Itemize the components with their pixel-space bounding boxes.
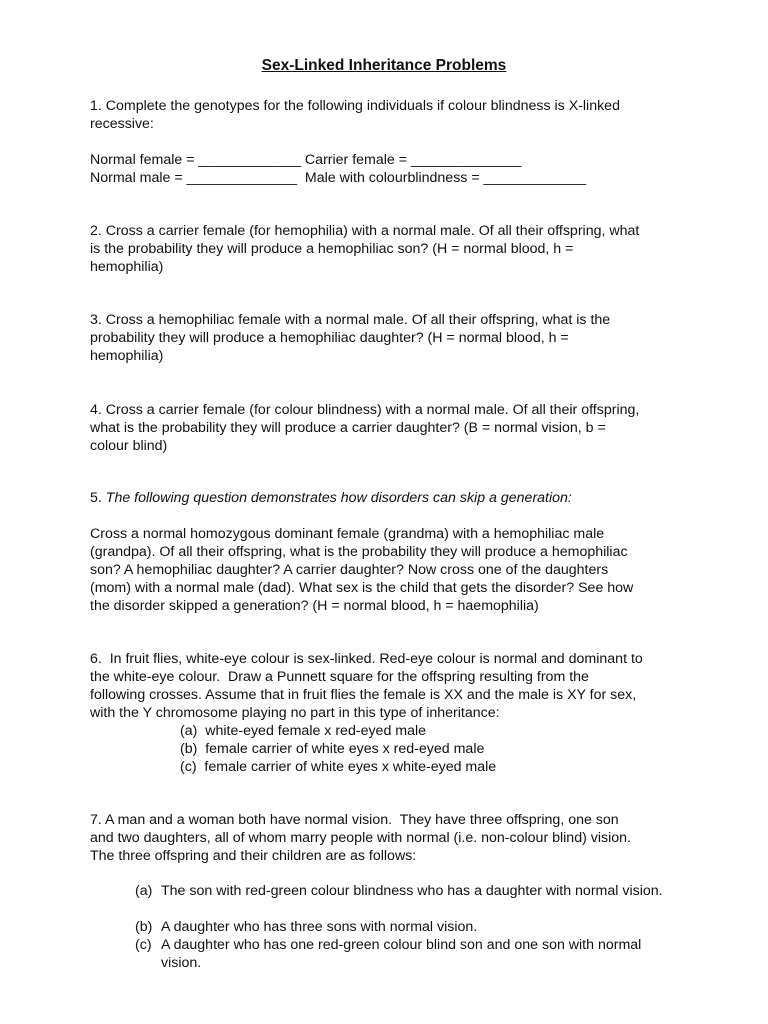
- question-7: [90, 811, 690, 865]
- question-6: [90, 650, 690, 722]
- question-5: [90, 525, 690, 615]
- question-4-line: 4. Cross a carrier female (for colour blindness) with a normal male. Of all their offspring,: [90, 402, 640, 418]
- question-2-line: is the probability they will produce a hemophiliac son? (H = normal blood, h =: [90, 241, 574, 257]
- genotype-row-female: Normal female = _____________ Carrier female = ______________: [90, 152, 522, 168]
- question-6-line: the white-eye colour. Draw a Punnett square for the offspring resulting from the: [90, 669, 589, 685]
- question-4-line: what is the probability they will produce a carrier daughter? (B = normal vision, b =: [90, 420, 606, 436]
- item-text: The son with red-green colour blindness who has a daughter with normal vision.: [161, 883, 663, 899]
- question-5-line: the disorder skipped a generation? (H = normal blood, h = haemophilia): [90, 598, 539, 614]
- item-label: (c): [135, 937, 152, 953]
- question-3-line: hemophilia): [90, 348, 164, 364]
- question-7-item-c: [135, 936, 665, 972]
- item-label: (b): [135, 919, 153, 935]
- question-4: [90, 401, 690, 455]
- question-1: [90, 97, 690, 133]
- question-6-line: following crosses. Assume that in fruit flies the female is XX and the male is XY for sex,: [90, 687, 637, 703]
- question-5-line: (grandpa). Of all their offspring, what is the probability they will produce a hemophiliac: [90, 544, 628, 560]
- question-2-line: hemophilia): [90, 259, 164, 275]
- question-3-line: 3. Cross a hemophiliac female with a normal male. Of all their offspring, what is the: [90, 312, 611, 328]
- question-6-line: with the Y chromosome playing no part in this type of inheritance:: [90, 705, 500, 721]
- question-2: [90, 222, 690, 276]
- question-6-line: 6. In fruit flies, white-eye colour is sex-linked. Red-eye colour is normal and dominant to: [90, 651, 643, 667]
- question-2-line: 2. Cross a carrier female (for hemophilia) with a normal male. Of all their offspring, what: [90, 223, 640, 239]
- question-3: [90, 311, 690, 365]
- question-7-item-a: [135, 882, 665, 900]
- item-text: A daughter who has three sons with normal vision.: [161, 919, 478, 935]
- question-7-item-b: [135, 918, 665, 936]
- item-text: A daughter who has one red-green colour blind son and one son with normal vision.: [161, 937, 642, 971]
- question-4-line: colour blind): [90, 438, 168, 454]
- question-5-line: (mom) with a normal male (dad). What sex is the child that gets the disorder? See how: [90, 580, 634, 596]
- question-7-line: 7. A man and a woman both have normal vision. They have three offspring, one son: [90, 812, 619, 828]
- question-1-line: 1. Complete the genotypes for the following individuals if colour blindness is X-linked: [90, 98, 620, 114]
- question-5-line: son? A hemophiliac daughter? A carrier daughter? Now cross one of the daughters: [90, 562, 609, 578]
- question-7-line: The three offspring and their children are as follows:: [90, 848, 417, 864]
- question-3-line: probability they will produce a hemophiliac daughter? (H = normal blood, h =: [90, 330, 569, 346]
- question-6-item-c: (c) female carrier of white eyes x white-eyed male: [180, 759, 497, 775]
- question-6-item-b: (b) female carrier of white eyes x red-eyed male: [180, 741, 485, 757]
- question-5-intro: [90, 489, 690, 507]
- question-5-line: Cross a normal homozygous dominant female (grandma) with a hemophiliac male: [90, 526, 605, 542]
- question-6-item-a: (a) white-eyed female x red-eyed male: [180, 723, 427, 739]
- question-5-heading: [90, 489, 690, 507]
- item-label: (a): [135, 883, 153, 899]
- question-5-intro-text: The following question demonstrates how disorders can skip a generation:: [105, 490, 572, 506]
- question-7-line: and two daughters, all of whom marry people with normal (i.e. non-colour blind) vision.: [90, 830, 631, 846]
- question-1-genotypes: [90, 151, 690, 187]
- question-5-number: 5.: [90, 490, 106, 506]
- question-1-line: recessive:: [90, 116, 154, 132]
- genotype-row-male: Normal male = ______________ Male with colourblindness = _____________: [90, 170, 587, 186]
- page-title: Sex-Linked Inheritance Problems: [261, 57, 507, 74]
